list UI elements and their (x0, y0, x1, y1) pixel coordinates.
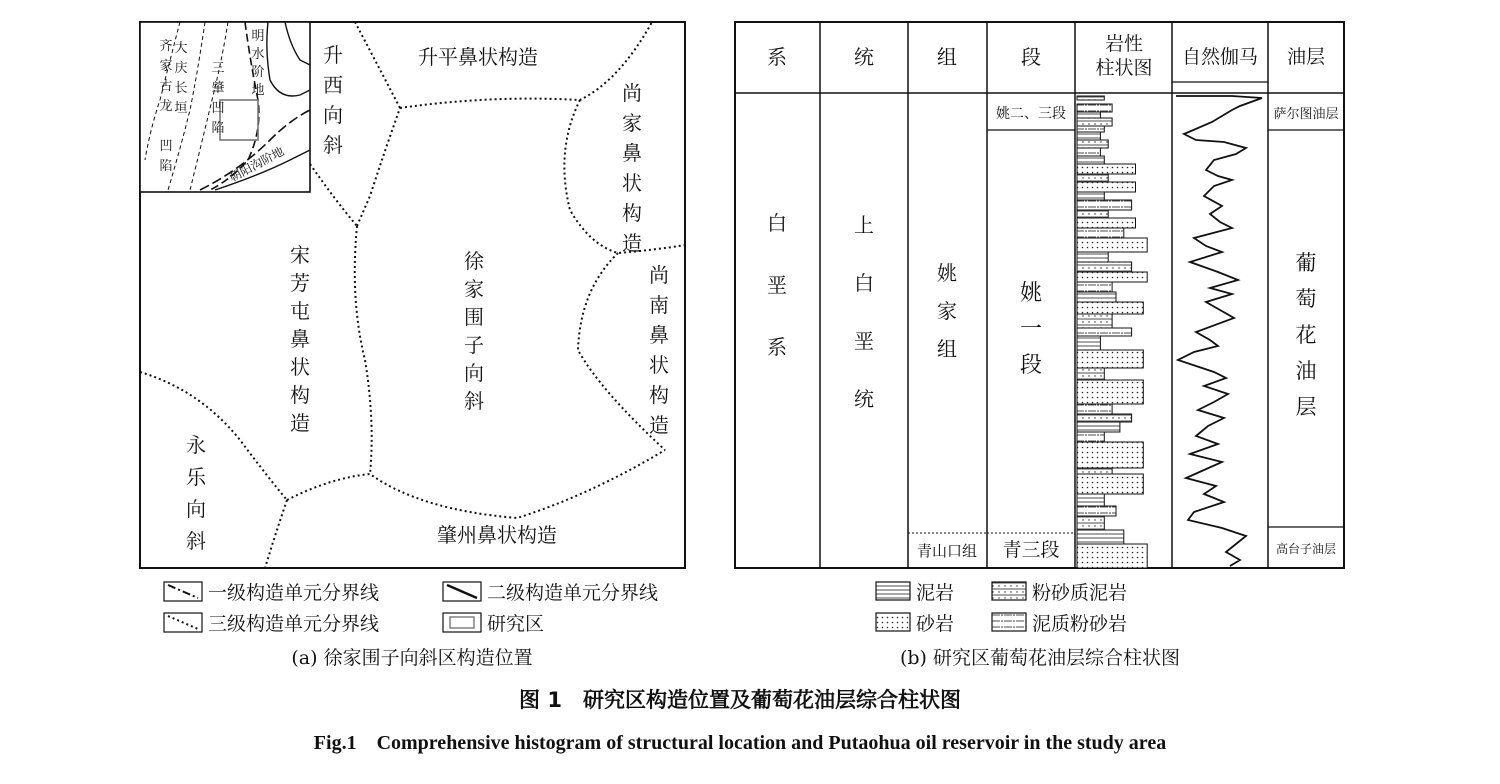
lithology-bed (1077, 210, 1108, 218)
lithology-bed (1077, 156, 1104, 164)
cell-series: 上白垩统 (854, 213, 874, 411)
header-gamma: 自然伽马 (1181, 46, 1259, 68)
label-zhaozhou: 肇州鼻状构造 (437, 523, 557, 547)
lithology-bed (1077, 164, 1136, 174)
cell-oil-top: 萨尔图油层 (1273, 107, 1339, 122)
header-zu: 组 (937, 45, 957, 69)
lithology-bed (1077, 272, 1147, 282)
lithology-bed (1077, 282, 1112, 292)
lithology-column (1077, 96, 1147, 568)
lithology-bed (1077, 404, 1112, 414)
cell-oil-bottom: 高台子油层 (1275, 542, 1337, 556)
svg-text:泥质粉砂岩: 泥质粉砂岩 (1032, 613, 1128, 635)
lithology-bed (1077, 302, 1143, 314)
lithology-bed (1077, 228, 1124, 238)
lithology-bed (1077, 252, 1108, 262)
label-shangnan: 尚南鼻状构造 (649, 263, 669, 437)
legend-mudstone (876, 582, 954, 604)
header-xi: 系 (767, 45, 787, 69)
lithology-bed (1077, 468, 1112, 474)
inset-label-chaoyanggou: 朝阳沟阶地 (226, 144, 287, 185)
svg-text:泥岩: 泥岩 (916, 582, 955, 604)
lithology-bed (1077, 292, 1116, 302)
lithology-bed (1077, 112, 1100, 118)
lithology-bed (1077, 544, 1147, 568)
svg-text:研究区: 研究区 (487, 613, 545, 635)
lithology-bed (1077, 336, 1100, 350)
figure-title-cn: 图 1 研究区构造位置及葡萄花油层综合柱状图 (519, 688, 961, 712)
lithology-bed (1077, 422, 1120, 432)
lithology-bed (1077, 442, 1143, 468)
header-duan: 段 (1021, 45, 1041, 69)
lithology-bed (1077, 126, 1104, 132)
lithology-bed (1077, 104, 1112, 112)
svg-text:三级构造单元分界线: 三级构造单元分界线 (208, 613, 380, 635)
header-lithology: 岩性柱状图 (1095, 33, 1153, 79)
legend-study-area (443, 613, 544, 635)
lithology-bed (1077, 238, 1147, 252)
column-caption: (b) 研究区葡萄花油层综合柱状图 (899, 647, 1181, 669)
lithology-bed (1077, 328, 1132, 336)
legend-first-order (164, 582, 379, 604)
lithology-bed (1077, 350, 1143, 368)
header-oil: 油层 (1286, 46, 1326, 68)
strat-column (735, 22, 1344, 669)
lithology-bed (1077, 368, 1104, 380)
structure-map (140, 22, 685, 669)
cell-member-top: 姚二、三段 (996, 106, 1066, 122)
lithology-bed (1077, 96, 1104, 100)
lithology-bed (1077, 432, 1104, 442)
lithology-bed (1077, 140, 1108, 148)
svg-text:一级构造单元分界线: 一级构造单元分界线 (208, 582, 380, 604)
inset-label-sanzhao: 三肇凹陷 (211, 61, 225, 136)
figure-title-en: Fig.1 Comprehensive histogram of structural location and Putaohua oil reservoir in the study area (313, 732, 1167, 754)
column-cells (767, 105, 1339, 561)
legend-argillaceous-siltstone (992, 613, 1127, 635)
label-shangjia: 尚家鼻状构造 (622, 81, 642, 255)
lithology-bed (1077, 132, 1100, 140)
lithology-bed (1077, 314, 1112, 328)
lithology-bed (1077, 192, 1104, 200)
lithology-bed (1077, 474, 1143, 494)
lithology-legend (876, 582, 1127, 635)
legend-second-order (443, 582, 658, 604)
inset-map (140, 22, 310, 192)
lithology-bed (1077, 414, 1132, 422)
lithology-bed (1077, 494, 1104, 506)
inset-label-daqingchangyuan: 大庆长垣 (174, 41, 188, 116)
legend-silty-mudstone (992, 582, 1127, 604)
cell-formation: 姚家组 (937, 261, 957, 361)
lithology-bed (1077, 516, 1104, 530)
lithology-bed (1077, 118, 1112, 126)
cell-system: 白垩系 (767, 211, 787, 359)
label-yongle: 永乐向斜 (186, 433, 206, 553)
svg-text:粉砂质泥岩: 粉砂质泥岩 (1032, 582, 1128, 604)
lithology-bed (1077, 506, 1116, 516)
label-shengping: 升平鼻状构造 (418, 45, 538, 69)
lithology-bed (1077, 530, 1124, 544)
lithology-bed (1077, 148, 1100, 156)
lithology-bed (1077, 174, 1108, 182)
cell-member-bottom: 青三段 (1002, 539, 1060, 561)
lithology-bed (1077, 182, 1136, 192)
lithology-bed (1077, 262, 1132, 272)
svg-text:二级构造单元分界线: 二级构造单元分界线 (487, 582, 659, 604)
header-tong: 统 (854, 45, 874, 69)
map-legend (164, 582, 658, 635)
legend-sandstone (876, 613, 954, 635)
map-caption: (a) 徐家围子向斜区构造位置 (291, 647, 533, 669)
cell-member-main: 姚一段 (1019, 281, 1043, 378)
inset-label-mingshui: 明水阶地 (251, 29, 265, 98)
svg-text:砂岩: 砂岩 (916, 613, 955, 635)
label-xujiaweizi: 徐家围子向斜 (464, 249, 484, 413)
inset-label-qijiagulong: 齐家古龙凹陷 (159, 39, 173, 174)
label-shengxi: 升西向斜 (323, 43, 343, 157)
cell-oil-main: 葡萄花油层 (1295, 251, 1317, 419)
lithology-bed (1077, 380, 1143, 404)
lithology-bed (1077, 218, 1136, 228)
lithology-bed (1077, 200, 1132, 210)
gamma-log-curve (1176, 96, 1262, 566)
label-songfangtun: 宋芳屯鼻状构造 (290, 243, 310, 435)
column-headers (767, 33, 1325, 79)
cell-formation-bottom: 青山口组 (916, 542, 978, 560)
legend-third-order (164, 613, 379, 635)
